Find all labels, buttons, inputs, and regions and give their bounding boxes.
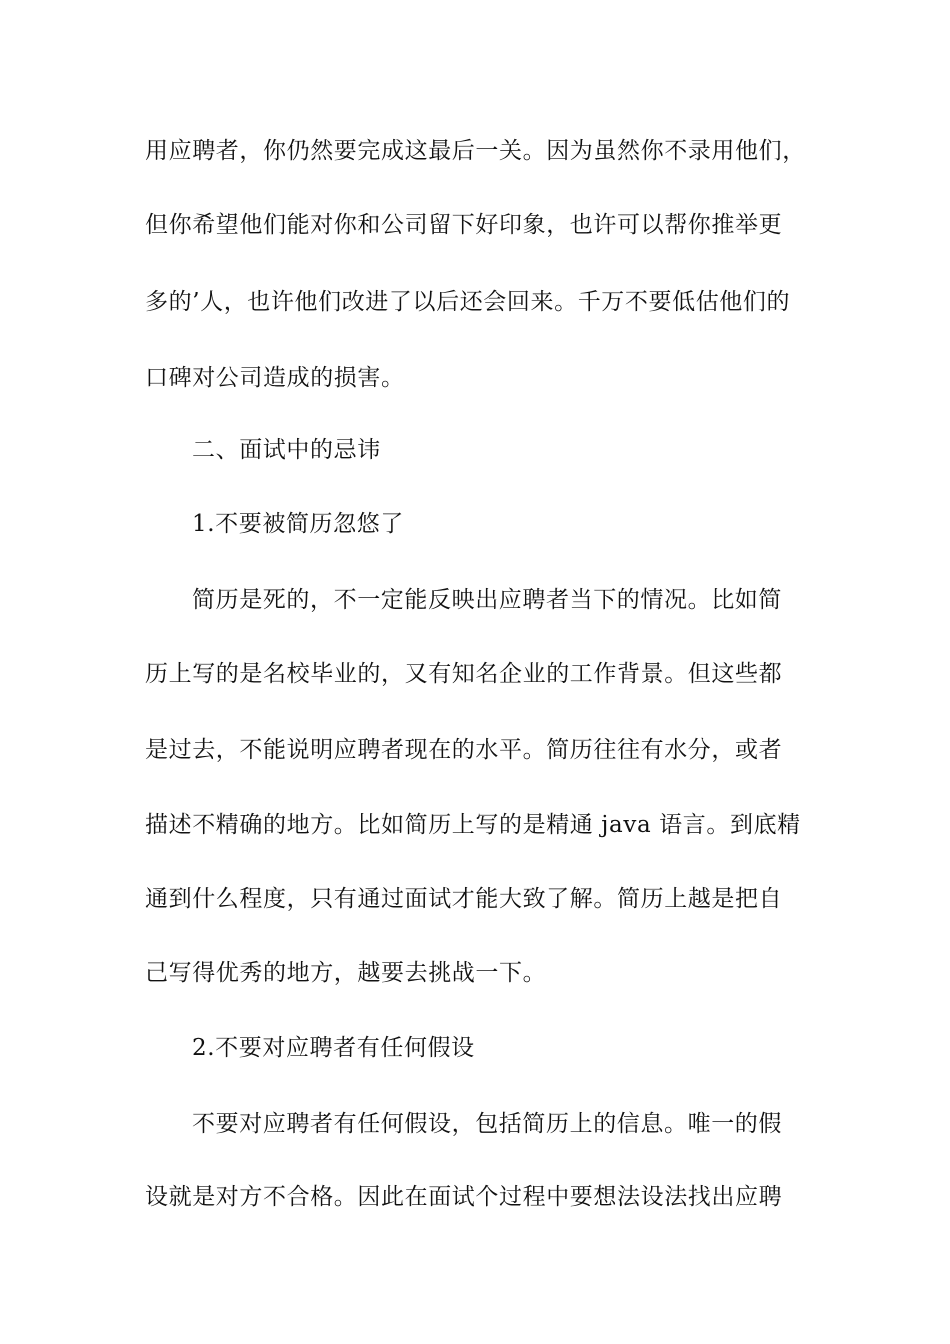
paragraph-line: 通到什么程度，只有通过面试才能大致了解。简历上越是把自 [145,886,783,912]
paragraph-line: 口碑对公司造成的损害。 [145,365,405,391]
paragraph-line: 是过去，不能说明应聘者现在的水平。简历往往有水分，或者 [145,737,783,763]
subsection-heading: 2.不要对应聘者有任何假设 [192,1035,475,1061]
subsection-heading: 1.不要被简历忽悠了 [192,511,404,537]
paragraph-line: 多的’人，也许他们改进了以后还会回来。千万不要低估他们的 [145,289,791,315]
paragraph-line: 但你希望他们能对你和公司留下好印象，也许可以帮你推举更 [145,212,783,238]
paragraph-line: 简历是死的，不一定能反映出应聘者当下的情况。比如简 [192,587,782,613]
paragraph-line: 设就是对方不合格。因此在面试个过程中要想法设法找出应聘 [145,1184,783,1210]
paragraph-line: 历上写的是名校毕业的，又有知名企业的工作背景。但这些都 [145,661,783,687]
paragraph-line: 己写得优秀的地方，越要去挑战一下。 [145,960,547,986]
paragraph-line: 不要对应聘者有任何假设，包括简历上的信息。唯一的假 [192,1111,782,1137]
paragraph-line: 用应聘者，你仍然要完成这最后一关。因为虽然你不录用他们， [145,138,806,164]
paragraph-line: 描述不精确的地方。比如简历上写的是精通 java 语言。到底精 [145,812,801,838]
section-heading: 二、面试中的忌讳 [192,437,381,463]
